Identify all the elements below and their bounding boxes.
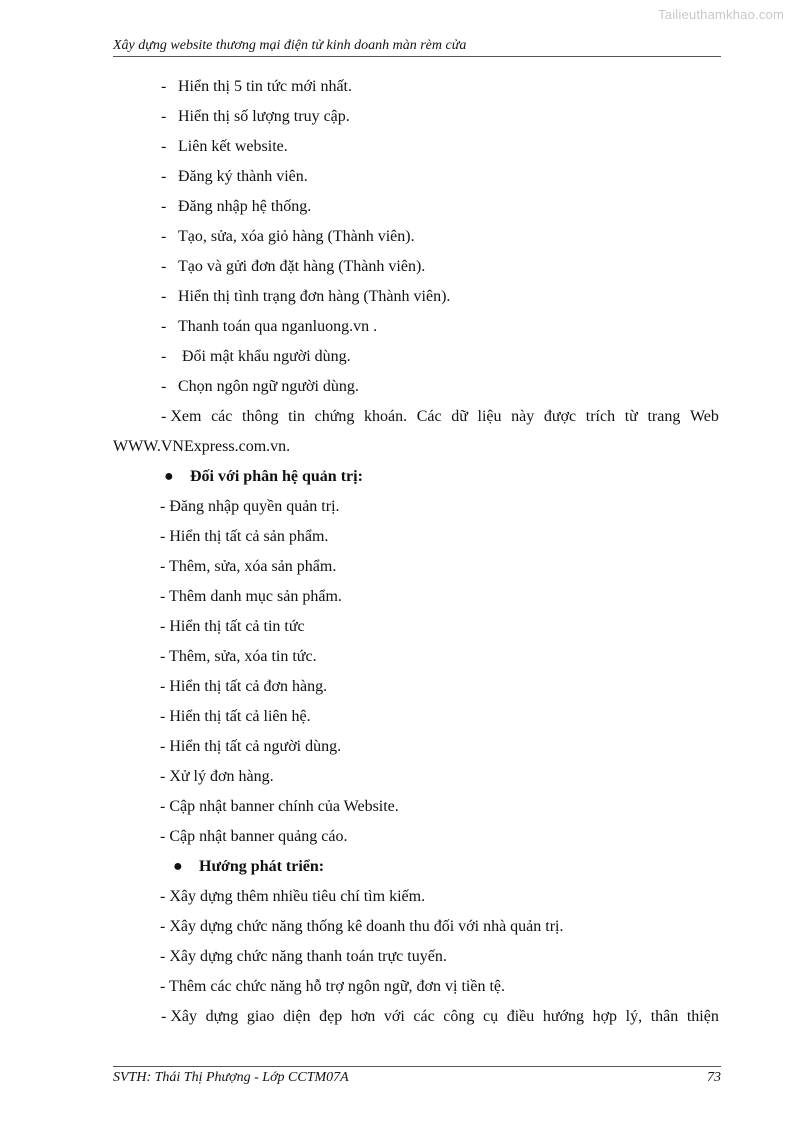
word: đẹp (319, 1008, 343, 1025)
list-item-text: Chọn ngôn ngữ người dùng. (178, 378, 359, 395)
list-item: - Thêm danh mục sản phẩm. (160, 588, 342, 605)
word: khoán. (364, 408, 408, 425)
word: từ (624, 408, 638, 425)
list-item: - Đăng nhập quyền quản trị. (160, 498, 340, 515)
list-item-text: Liên kết website. (178, 138, 288, 155)
watermark: Tailieuthamkhao.com (658, 7, 784, 22)
word: trích (585, 408, 616, 425)
development-list (113, 882, 719, 1002)
list-item (113, 342, 719, 372)
word: với (383, 1008, 405, 1025)
word: dữ (451, 408, 468, 425)
list-item (113, 102, 719, 132)
word: các (413, 1008, 435, 1025)
word: thông (242, 408, 279, 425)
list-item: - Xử lý đơn hàng. (160, 768, 274, 785)
word: thiện (686, 1008, 719, 1025)
word: này (511, 408, 535, 425)
bullet-icon: ● (173, 858, 183, 875)
list-item: - Hiển thị tất cả đơn hàng. (160, 678, 328, 695)
page-footer (113, 1066, 721, 1086)
word: chứng (314, 408, 355, 425)
word: công (443, 1008, 475, 1025)
list-item: - Xây dựng chức năng thanh toán trực tuyến. (160, 948, 447, 965)
list-item: - Hiển thị tất cả liên hệ. (160, 708, 311, 725)
list-item-text: Hiển thị tình trạng đơn hàng (Thành viên). (178, 288, 451, 305)
word: hợp (592, 1008, 618, 1025)
page-number: 73 (707, 1070, 721, 1085)
word: điều (506, 1008, 535, 1025)
admin-heading (113, 462, 719, 492)
list-item (113, 192, 719, 222)
page-header (113, 38, 721, 57)
word: - Xem (161, 408, 202, 425)
list-item-text: Hiển thị 5 tin tức mới nhất. (178, 78, 352, 95)
dash-marker: - (161, 378, 167, 395)
development-heading-text: Hướng phát triển: (199, 858, 325, 875)
header-title: Xây dựng website thương mại điện tử kinh doanh màn rèm cửa (113, 38, 467, 53)
word: - Xây (161, 1008, 197, 1025)
list-item-text: Hiển thị số lượng truy cập. (178, 108, 350, 125)
dash-marker: - (161, 108, 167, 125)
word: dựng (205, 1008, 239, 1025)
list-item-text: Tạo, sửa, xóa giỏ hàng (Thành viên). (178, 228, 415, 245)
dash-marker: - (161, 198, 167, 215)
word: hướng (542, 1008, 584, 1025)
list-item-text: Đăng nhập hệ thống. (178, 198, 312, 215)
word: giao (246, 1008, 275, 1025)
word: diện (282, 1008, 311, 1025)
admin-heading-text: Đối với phân hệ quản trị: (190, 468, 363, 485)
word: Web (689, 408, 719, 425)
list-item-text: Đăng ký thành viên. (178, 168, 308, 185)
word: được (543, 408, 577, 425)
list-item (113, 252, 719, 282)
word: liệu (477, 408, 502, 425)
word: Các (416, 408, 442, 425)
development-last-item (113, 1002, 719, 1032)
list-item: - Cập nhật banner quảng cáo. (160, 828, 348, 845)
development-heading (113, 852, 719, 882)
bullet-icon: ● (164, 468, 174, 485)
word: trang (647, 408, 681, 425)
stock-item-continuation: WWW.VNExpress.com.vn. (113, 438, 291, 455)
word: cụ (483, 1008, 499, 1025)
list-item (113, 132, 719, 162)
word: lý, (625, 1008, 643, 1025)
dash-marker: - (161, 258, 167, 275)
list-item: - Cập nhật banner chính của Website. (160, 798, 399, 815)
list-item-text: Thanh toán qua nganluong.vn . (178, 318, 378, 335)
word: các (211, 408, 233, 425)
list-item: - Xây dựng thêm nhiều tiêu chí tìm kiếm. (160, 888, 426, 905)
footer-author: SVTH: Thái Thị Phượng - Lớp CCTM07A (113, 1070, 349, 1085)
list-item (113, 312, 719, 342)
dash-marker: - (161, 348, 167, 365)
list-item (113, 222, 719, 252)
dash-marker: - (161, 138, 167, 155)
list-item: - Thêm các chức năng hỗ trợ ngôn ngữ, đơn vị tiền tệ. (160, 978, 505, 995)
list-item: - Thêm, sửa, xóa sản phẩm. (160, 558, 337, 575)
list-item (113, 282, 719, 312)
user-feature-list (113, 72, 719, 402)
list-item: - Hiển thị tất cả người dùng. (160, 738, 342, 755)
list-item (113, 372, 719, 402)
dash-marker: - (161, 318, 167, 335)
list-item (113, 162, 719, 192)
dash-marker: - (161, 228, 167, 245)
list-item: - Hiển thị tất cả tin tức (160, 618, 305, 635)
list-item: - Xây dựng chức năng thống kê doanh thu đối với nhà quản trị. (160, 918, 564, 935)
stock-item-first-line (113, 402, 719, 432)
word: tin (288, 408, 305, 425)
dash-marker: - (161, 168, 167, 185)
word: thân (650, 1008, 679, 1025)
dash-marker: - (161, 288, 167, 305)
list-item: - Thêm, sửa, xóa tin tức. (160, 648, 317, 665)
admin-feature-list (113, 492, 719, 852)
list-item (113, 72, 719, 102)
list-item: - Hiển thị tất cả sản phẩm. (160, 528, 329, 545)
list-item-text: Đổi mật khẩu người dùng. (178, 348, 351, 365)
word: hơn (350, 1008, 376, 1025)
dash-marker: - (161, 78, 167, 95)
document-body (113, 72, 719, 1032)
list-item-text: Tạo và gửi đơn đặt hàng (Thành viên). (178, 258, 426, 275)
